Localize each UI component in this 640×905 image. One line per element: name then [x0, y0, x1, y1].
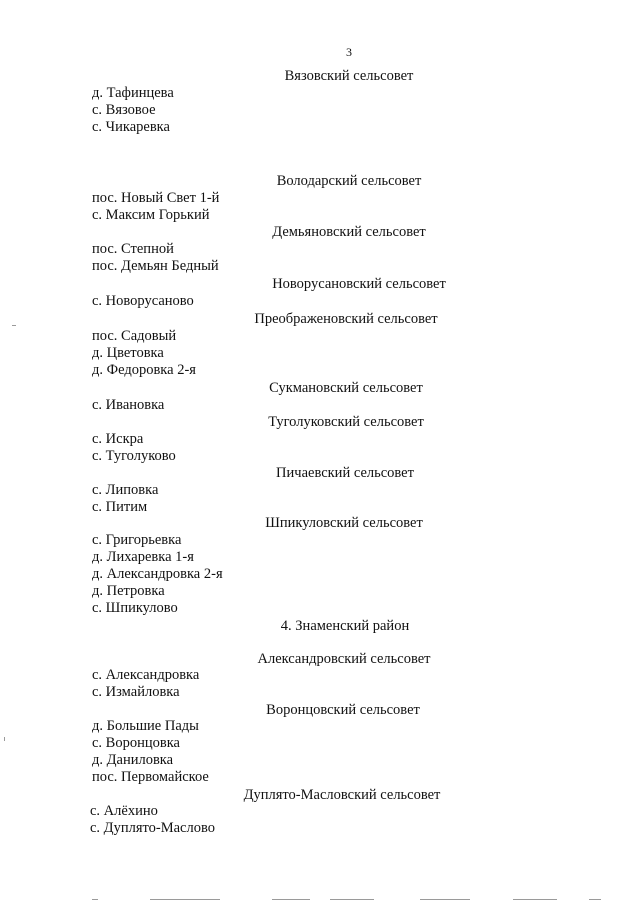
list-item: с. Чикаревка — [92, 119, 170, 135]
list-item: с. Липовка — [92, 482, 159, 498]
scan-artifact — [92, 899, 98, 900]
list-item: с. Новорусаново — [92, 293, 194, 309]
list-item: д. Петровка — [92, 583, 165, 599]
list-item: пос. Степной — [92, 241, 174, 257]
list-item: пос. Садовый — [92, 328, 177, 344]
list-item: д. Цветовка — [92, 345, 164, 361]
list-item: с. Ивановка — [92, 397, 165, 413]
list-item: с. Шпикулово — [92, 600, 178, 616]
scan-artifact — [330, 899, 374, 900]
list-item: с. Воронцовка — [92, 735, 180, 751]
list-item: с. Александровка — [92, 667, 200, 683]
list-item: с. Максим Горький — [92, 207, 210, 223]
list-item: с. Искра — [92, 431, 144, 447]
district-heading: 4. Знаменский район — [280, 618, 410, 634]
list-item: с. Питим — [92, 499, 148, 515]
section-heading: Вязовский сельсовет — [284, 68, 414, 84]
section-heading: Воронцовский сельсовет — [266, 702, 420, 718]
list-item: с. Вязовое — [92, 102, 156, 118]
section-heading: Сукмановский сельсовет — [269, 380, 423, 396]
page-number: 3 — [346, 45, 352, 59]
scan-artifact — [272, 899, 310, 900]
section-heading: Александровский сельсовет — [257, 651, 431, 667]
scan-artifact — [12, 325, 16, 326]
list-item: д. Федоровка 2-я — [92, 362, 196, 378]
list-item: д. Тафинцева — [92, 85, 174, 101]
list-item: с. Алёхино — [90, 803, 158, 819]
list-item: д. Лихаревка 1-я — [92, 549, 194, 565]
list-item: д. Большие Пады — [92, 718, 199, 734]
section-heading: Шпикуловский сельсовет — [265, 515, 423, 531]
list-item: пос. Новый Свет 1-й — [92, 190, 220, 206]
section-heading: Новорусановский сельсовет — [272, 276, 446, 292]
scan-artifact — [420, 899, 470, 900]
list-item: с. Григорьевка — [92, 532, 182, 548]
section-heading: Володарский сельсовет — [276, 173, 422, 189]
list-item: пос. Демьян Бедный — [92, 258, 219, 274]
scan-artifact — [513, 899, 557, 900]
scan-artifact — [589, 899, 601, 900]
list-item: д. Даниловка — [92, 752, 174, 768]
list-item: с. Дуплято-Маслово — [90, 820, 215, 836]
scan-artifact — [150, 899, 220, 900]
list-item: пос. Первомайское — [92, 769, 209, 785]
scan-artifact — [4, 737, 5, 741]
section-heading: Дуплято-Масловский сельсовет — [243, 787, 441, 803]
section-heading: Преображеновский сельсовет — [254, 311, 438, 327]
list-item: с. Измайловка — [92, 684, 180, 700]
list-item: с. Туголуково — [92, 448, 176, 464]
section-heading: Туголуковский сельсовет — [268, 414, 424, 430]
section-heading: Демьяновский сельсовет — [272, 224, 426, 240]
list-item: д. Александровка 2-я — [92, 566, 223, 582]
section-heading: Пичаевский сельсовет — [276, 465, 414, 481]
